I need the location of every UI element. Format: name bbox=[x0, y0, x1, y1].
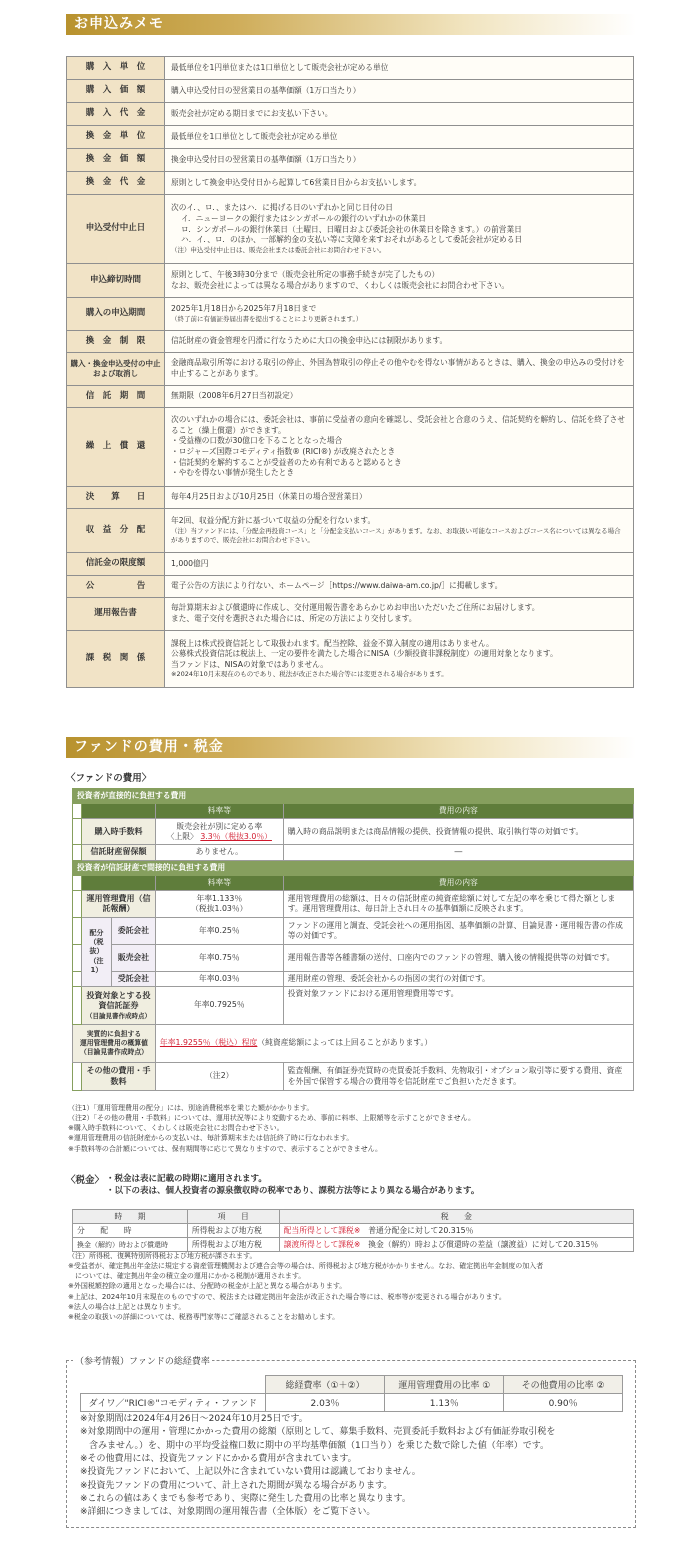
fee-row-alloc bbox=[73, 971, 634, 986]
col-item: 項 目 bbox=[187, 1210, 279, 1224]
text-line: なお、販売会社によっては異なる場合がありますので、くわしくは販売会社にお問合わせ下さい。 bbox=[171, 280, 510, 290]
direct-cost-title: 投資者が直接的に負担する費用 bbox=[73, 789, 634, 804]
tax-period: 換金（解約）時および償還時 bbox=[73, 1238, 188, 1252]
row-value bbox=[165, 576, 634, 598]
alloc-content: ファンドの運用と調査、受託会社への運用指図、基準価額の計算、目論見書・運用報告書の作成等の対価です。 bbox=[283, 917, 633, 944]
mgmt-fee-content: 運用管理費用の総額は、日々の信託財産の純資産総額に対して左記の率を乗じて得た額とします。運用管理費用は、毎日計上され日々の基準価額に反映されます。 bbox=[283, 890, 633, 917]
buy-fee-label: 購入時手数料 bbox=[82, 819, 156, 845]
row-label: 換 金 価 額 bbox=[67, 149, 165, 172]
blank-header bbox=[82, 804, 156, 819]
target-content: 投資対象ファンドにおける運用管理費用等です。 bbox=[283, 987, 633, 1025]
text-line: 最低単位を1口単位として販売会社が定める単位 bbox=[171, 131, 338, 141]
table-row bbox=[67, 172, 634, 195]
mgmt-fee-label: 運用管理費用（信託報酬） bbox=[82, 890, 156, 917]
table-row bbox=[67, 598, 634, 631]
application-memo-table bbox=[66, 56, 634, 688]
fee-row-buy bbox=[73, 819, 634, 845]
row-value bbox=[165, 553, 634, 576]
text-line: 無期限（2008年6月27日当初設定） bbox=[171, 391, 298, 401]
row-value bbox=[165, 631, 634, 688]
text-line: ・受益権の口数が30億口を下ることとなった場合 bbox=[171, 436, 343, 446]
col-rate: 料率等 bbox=[155, 875, 283, 890]
spacer bbox=[73, 845, 82, 860]
note-line: ※その他費用には、投資先ファンドにかかる費用が含まれています。 bbox=[80, 1453, 357, 1464]
row-value bbox=[165, 195, 634, 264]
fee-header-row bbox=[73, 875, 634, 890]
text-line: 金融商品取引所等における取引の停止、外国為替取引の停止その他やむを得ない事情があるときは、購入、換金の申込みの受付けを中止することがあります。 bbox=[171, 358, 625, 378]
table-row bbox=[67, 487, 634, 509]
table-row bbox=[67, 126, 634, 149]
tax-row bbox=[73, 1238, 634, 1252]
note-line: ※購入時手数料について、くわしくは販売会社にお問合わせ下さい。 bbox=[68, 1124, 284, 1133]
alloc-content: 運用財産の管理、委託会社からの指図の実行の対価です。 bbox=[283, 971, 633, 986]
fee-row-reserve bbox=[73, 845, 634, 860]
text-line: ハ．イ．、ロ．のほか、一部解約金の支払い等に支障を来すおそれがあるとして委託会社が定める日 bbox=[181, 235, 523, 245]
row-label: 換 金 制 限 bbox=[67, 331, 165, 353]
row-label: 申込締切時間 bbox=[67, 264, 165, 298]
blank-header bbox=[82, 875, 156, 890]
text-line: 最低単位を1円単位または1口単位として販売会社が定める単位 bbox=[171, 62, 389, 72]
expense-ratio-table bbox=[80, 1375, 623, 1412]
text-line: （税抜1.03％） bbox=[191, 903, 248, 913]
text-line: 換金申込受付日の翌営業日の基準価額（1万口当たり） bbox=[171, 154, 361, 164]
reference-box bbox=[66, 1357, 636, 1528]
col-rate: 料率等 bbox=[155, 804, 283, 819]
table-row bbox=[67, 386, 634, 408]
mgmt-fee-rate bbox=[155, 890, 283, 917]
note-line: （注2）「その他の費用・手数料」については、運用状況等により変動するため、事前に料率、上限額等を示すことができません。 bbox=[68, 1114, 475, 1123]
reserve-content: ― bbox=[283, 845, 633, 860]
row-value bbox=[165, 331, 634, 353]
text-line: ・信託契約を解約することが受益者のため有利であると認めるとき bbox=[171, 457, 402, 467]
col-content: 費用の内容 bbox=[283, 875, 633, 890]
table-row bbox=[67, 195, 634, 264]
tax-notes bbox=[68, 1251, 643, 1322]
row-label: 購 入 価 額 bbox=[67, 80, 165, 103]
table-row bbox=[67, 331, 634, 353]
text-line: 販売会社が定める期日までにお支払い下さい。 bbox=[171, 108, 333, 118]
text-line: 原則として換金申込受付日から起算して6営業日目からお支払いします。 bbox=[171, 177, 422, 187]
tax-period: 分 配 時 bbox=[73, 1224, 188, 1238]
indirect-cost-title: 投資者が信託財産で間接的に負担する費用 bbox=[73, 860, 634, 875]
row-value bbox=[165, 353, 634, 386]
note-line: ※外国税額控除の適用となった場合には、分配時の税金が上記と異なる場合があります。 bbox=[68, 1282, 347, 1291]
note-line: ※対象期間は2024年4月26日～2024年10月25日です。 bbox=[80, 1414, 308, 1424]
text-line: 年率1.133％ bbox=[196, 893, 243, 903]
spacer bbox=[73, 1063, 82, 1091]
note-line: ※法人の場合は上記とは異なります。 bbox=[68, 1302, 186, 1311]
row-value bbox=[165, 509, 634, 553]
table-row bbox=[67, 149, 634, 172]
buy-fee-content: 購入時の商品説明または商品情報の提供、投資情報の提供、取引執行等の対価です。 bbox=[283, 819, 633, 845]
text-line: 年2回、収益分配方針に基づいて収益の分配を行ないます。 bbox=[171, 516, 376, 526]
note-line: ※運用管理費用の信託財産からの支払いは、毎計算期末または信託終了時に行なわれます。 bbox=[68, 1134, 354, 1143]
reserve-rate: ありません。 bbox=[155, 845, 283, 860]
col-other-ratio: その他費用の比率 ② bbox=[504, 1376, 623, 1394]
text-line: ・やむを得ない事情が発生したとき bbox=[171, 468, 295, 478]
fund-name: ダイワ／"RICI®"コモディティ・ファンド bbox=[81, 1394, 266, 1412]
text-line: 信託財産の資金管理を円滑に行なうために大口の換金申込には制限があります。 bbox=[171, 336, 448, 346]
buy-fee-rate bbox=[155, 819, 283, 845]
other-label: その他の費用・手数料 bbox=[82, 1063, 156, 1091]
row-value bbox=[165, 264, 634, 298]
section-title: ファンドの費用・税金 bbox=[74, 739, 224, 755]
row-label: 決 算 日 bbox=[67, 487, 165, 509]
alloc-rate: 年率0.03％ bbox=[155, 971, 283, 986]
text-line: ※2024年10月末現在のものであり、税法が改正された場合等には変更される場合があります。 bbox=[171, 670, 448, 679]
fee-row-target bbox=[73, 987, 634, 1025]
tax-table bbox=[72, 1209, 634, 1252]
text-line: 実質的に負担する bbox=[86, 1029, 142, 1038]
other-content: 監査報酬、有価証券売買時の売買委託手数料、先物取引・オプション取引等に要する費用、資産を外国で保管する場合の費用等を信託財産でご負担いただきます。 bbox=[283, 1063, 633, 1091]
alloc-label: 配分（税抜）（注1） bbox=[82, 917, 112, 986]
fund-costs-heading: 〈ファンドの費用〉 bbox=[66, 773, 152, 784]
row-value bbox=[165, 80, 634, 103]
col-tax: 税 金 bbox=[279, 1210, 633, 1224]
text-line: （注）当ファンドには、「分配金再投資コース」と「分配金支払いコース」があります。なお、お取扱い可能なコースおよびコース名については異なる場合がありますので、販売会社にお問合わせ下さい。 bbox=[171, 526, 621, 544]
blank-cell bbox=[81, 1376, 266, 1394]
text-line: 販売会社が別に定める率 bbox=[176, 821, 263, 831]
text-line: 2025年1月18日から2025年7月18日まで bbox=[171, 304, 317, 314]
spacer bbox=[73, 944, 82, 971]
alloc-name: 受託会社 bbox=[111, 971, 155, 986]
note-line: ※詳細につきましては、対象期間の運用報告書（全体版）をご覧下さい。 bbox=[80, 1507, 376, 1518]
text-line: 課税上は株式投資信託として取扱われます。配当控除、益金不算入制度の適用はありません。 bbox=[171, 638, 494, 648]
bullet-line: ・税金は表に記載の時期に適用されます。 bbox=[106, 1174, 267, 1184]
target-label bbox=[82, 987, 156, 1025]
fee-table bbox=[72, 788, 634, 1091]
row-value bbox=[165, 598, 634, 631]
text-line: ・ロジャーズ国際コモディティ指数® (RICI®) が改廃されたとき bbox=[171, 447, 396, 456]
tax-type: 配当所得として課税※ bbox=[283, 1226, 361, 1235]
alloc-rate: 年率0.75％ bbox=[155, 944, 283, 971]
text-line: 次のいずれかの場合には、委託会社は、事前に受益者の意向を確認し、受託会社と合意のうえ、信託契約を解約し、信託を終了させること（繰上償還）ができます。 bbox=[171, 415, 626, 435]
text-line: 当ファンドは、NISAの対象ではありません。 bbox=[171, 659, 328, 669]
row-label: 繰 上 償 還 bbox=[67, 408, 165, 487]
text-line: 原則として、午後3時30分まで（販売会社所定の事務手続きが完了したもの） bbox=[171, 269, 440, 279]
text-line: 投資対象とする投資信託証券 bbox=[86, 990, 151, 1011]
fee-row-actual bbox=[73, 1025, 634, 1063]
table-row bbox=[67, 576, 634, 598]
text-line: （終了前に有価証券届出書を提出することにより更新されます。） bbox=[171, 314, 363, 323]
fee-section-row bbox=[73, 860, 634, 875]
row-label: 購 入 代 金 bbox=[67, 103, 165, 126]
spacer bbox=[73, 804, 82, 819]
tax-type: 譲渡所得として課税※ bbox=[283, 1240, 361, 1249]
table-row bbox=[81, 1376, 623, 1394]
other-rate: （注2） bbox=[155, 1063, 283, 1091]
text-line: 毎計算期末および償還時に作成し、交付運用報告書をあらかじめお申出いただいたご住所にお届けします。 bbox=[171, 603, 540, 613]
text-line: （注）申込受付中止日は、販売会社または委託会社にお問合わせ下さい。 bbox=[171, 245, 386, 254]
actual-value bbox=[155, 1025, 633, 1063]
row-label: 申込受付中止日 bbox=[67, 195, 165, 264]
row-label: 信 託 期 間 bbox=[67, 386, 165, 408]
note-line: （注1）「運用管理費用の配分」には、別途消費税率を乗じた額がかかります。 bbox=[68, 1104, 314, 1112]
note-line: ※対象期間中の運用・管理にかかった費用の総額（原則として、募集手数料、売買委託手数料および有価証券取引税を bbox=[80, 1427, 556, 1438]
row-label: 購入・換金申込受付の中止および取消し bbox=[67, 353, 165, 386]
actual-rate: 年率1.9255％（税込）程度 bbox=[159, 1038, 258, 1048]
target-rate: 年率0.7925％ bbox=[155, 987, 283, 1025]
row-value bbox=[165, 408, 634, 487]
tax-value bbox=[279, 1238, 633, 1252]
bullet-line: ・以下の表は、個人投資者の源泉徴収時の税率であり、課税方法等により異なる場合があります。 bbox=[106, 1186, 480, 1197]
fee-row-alloc bbox=[73, 944, 634, 971]
mgmt-ratio: 1.13％ bbox=[385, 1394, 504, 1412]
alloc-name: 販売会社 bbox=[111, 944, 155, 971]
fee-row-management bbox=[73, 890, 634, 917]
reference-title: （参考情報）ファンドの総経費率 bbox=[73, 1354, 212, 1367]
spacer bbox=[73, 890, 82, 917]
text-line: 毎年4月25日および10月25日（休業日の場合翌営業日） bbox=[171, 492, 367, 502]
note-line: 含みません。）を、期中の平均受益権口数に期中の平均基準価額（1口当り）を乗じた数で除した値（年率）です。 bbox=[80, 1440, 550, 1451]
spacer bbox=[73, 987, 82, 1025]
table-row bbox=[67, 509, 634, 553]
tax-desc: 換金（解約）時および償還時の差益（譲渡益）に対して20.315％ bbox=[368, 1240, 599, 1249]
reference-notes bbox=[80, 1413, 628, 1520]
reserve-label: 信託財産留保額 bbox=[82, 845, 156, 860]
alloc-rate: 年率0.25％ bbox=[155, 917, 283, 944]
note-line: ※税金の取扱いの詳細については、税務専門家等にご確認されることをお勧めします。 bbox=[68, 1312, 340, 1321]
text-line: イ．ニューヨークの銀行またはシンガポールの銀行のいずれかの休業日 bbox=[181, 213, 426, 223]
text-span: 〈上限〉 bbox=[166, 831, 198, 841]
text-line: 公募株式投資信託は税法上、一定の要件を満たした場合にNISA（少額投資非課税制度）の適用対象となります。 bbox=[171, 649, 558, 659]
table-row bbox=[67, 80, 634, 103]
row-value bbox=[165, 487, 634, 509]
section-header-application-memo bbox=[66, 14, 636, 35]
col-period: 時 期 bbox=[73, 1210, 188, 1224]
text-line: （目論見書作成時点） bbox=[86, 1011, 151, 1020]
tax-heading: 〈税金〉 bbox=[66, 1175, 105, 1186]
row-label: 購入の申込期間 bbox=[67, 298, 165, 331]
tax-bullets bbox=[106, 1173, 479, 1198]
alloc-content: 運用報告書等各種書類の送付、口座内でのファンドの管理、購入後の情報提供等の対価です。 bbox=[283, 944, 633, 971]
text-line: 次のイ．、ロ．、またはハ．に掲げる日のいずれかと同じ日付の日 bbox=[171, 203, 393, 213]
row-label: 購 入 単 位 bbox=[67, 57, 165, 80]
max-rate: 3.3％（税抜3.0％） bbox=[200, 831, 272, 841]
row-value bbox=[165, 149, 634, 172]
tax-item: 所得税および地方税 bbox=[187, 1238, 279, 1252]
actual-note: （純資産総額によっては上回ることがあります。） bbox=[257, 1038, 433, 1048]
row-label: 換 金 代 金 bbox=[67, 172, 165, 195]
note-line: ※手数料等の合計額については、保有期間等に応じて異なりますので、表示することができません。 bbox=[68, 1144, 383, 1153]
table-row bbox=[67, 631, 634, 688]
spacer bbox=[73, 971, 82, 986]
tax-value bbox=[279, 1224, 633, 1238]
note-line: ※投資先ファンドにおいて、上記以外に含まれていない費用は認識しておりません。 bbox=[80, 1467, 421, 1478]
fee-row-alloc bbox=[73, 917, 634, 944]
text-line: 1,000億円 bbox=[171, 558, 209, 568]
row-label: 課 税 関 係 bbox=[67, 631, 165, 688]
note-line: ※これらの値はあくまでも参考であり、実際に発生した費用の比率と異なります。 bbox=[80, 1493, 411, 1504]
text-line: ロ．シンガポールの銀行休業日（土曜日、日曜日および委託会社の休業日を除きます。）の前営業日 bbox=[181, 224, 522, 234]
table-row bbox=[81, 1394, 623, 1412]
row-value bbox=[165, 57, 634, 80]
row-value bbox=[165, 386, 634, 408]
fee-row-other bbox=[73, 1063, 634, 1091]
alloc-name: 委託会社 bbox=[111, 917, 155, 944]
note-line: ※上記は、2024年10月末現在のものですので、税法または確定拠出年金法が改正された場合等には、税率等が変更される場合があります。 bbox=[68, 1292, 506, 1301]
note-line: ※投資先ファンドの費用について、計上された期間が異なる場合があります。 bbox=[80, 1480, 393, 1491]
table-row bbox=[67, 553, 634, 576]
section-header-fees-taxes bbox=[66, 737, 636, 758]
actual-label bbox=[73, 1025, 156, 1063]
note-line: ※受益者が、確定拠出年金法に規定する資産管理機関および連合会等の場合は、所得税および地方税がかかりません。なお、確定拠出年金制度の加入者 bbox=[68, 1262, 544, 1271]
col-mgmt-ratio: 運用管理費用の比率 ① bbox=[385, 1376, 504, 1394]
table-row bbox=[67, 298, 634, 331]
table-row bbox=[67, 57, 634, 80]
note-line: （注）所得税、復興特別所得税および地方税が課されます。 bbox=[68, 1252, 257, 1260]
tax-item: 所得税および地方税 bbox=[187, 1224, 279, 1238]
text-line: また、電子交付を選択された場合には、所定の方法により交付します。 bbox=[171, 614, 417, 623]
text-line bbox=[160, 832, 279, 842]
tax-header-row bbox=[73, 1210, 634, 1224]
note-line: については、確定拠出年金の積立金の運用にかかる税制が適用されます。 bbox=[68, 1272, 306, 1281]
row-label: 信託金の限度額 bbox=[67, 553, 165, 576]
row-label: 運用報告書 bbox=[67, 598, 165, 631]
col-content: 費用の内容 bbox=[283, 804, 633, 819]
other-ratio: 0.90％ bbox=[504, 1394, 623, 1412]
table-row bbox=[67, 264, 634, 298]
text-line: 購入申込受付日の翌営業日の基準価額（1万口当たり） bbox=[171, 85, 361, 95]
row-value bbox=[165, 126, 634, 149]
text-line: 運用管理費用の概算値 bbox=[79, 1038, 148, 1047]
row-value bbox=[165, 298, 634, 331]
fee-header-row bbox=[73, 804, 634, 819]
total-ratio: 2.03％ bbox=[265, 1394, 385, 1412]
text-line: 電子公告の方法により行ない、ホームページ［https://www.daiwa-am.co.jp/］に掲載します。 bbox=[171, 581, 503, 591]
fee-notes bbox=[68, 1103, 638, 1154]
tax-desc: 普通分配金に対して20.315％ bbox=[368, 1226, 474, 1235]
row-label: 換 金 単 位 bbox=[67, 126, 165, 149]
text-line: （目論見書作成時点） bbox=[79, 1048, 148, 1057]
spacer bbox=[73, 875, 82, 890]
row-label: 公 告 bbox=[67, 576, 165, 598]
spacer bbox=[73, 917, 82, 944]
table-row bbox=[67, 408, 634, 487]
row-label: 収 益 分 配 bbox=[67, 509, 165, 553]
table-row bbox=[67, 353, 634, 386]
row-value bbox=[165, 103, 634, 126]
table-row bbox=[67, 103, 634, 126]
tax-row bbox=[73, 1224, 634, 1238]
row-value bbox=[165, 172, 634, 195]
spacer bbox=[73, 819, 82, 845]
fee-section-row bbox=[73, 789, 634, 804]
section-title: お申込みメモ bbox=[74, 16, 164, 32]
col-total-ratio: 総経費率（①＋②） bbox=[265, 1376, 385, 1394]
